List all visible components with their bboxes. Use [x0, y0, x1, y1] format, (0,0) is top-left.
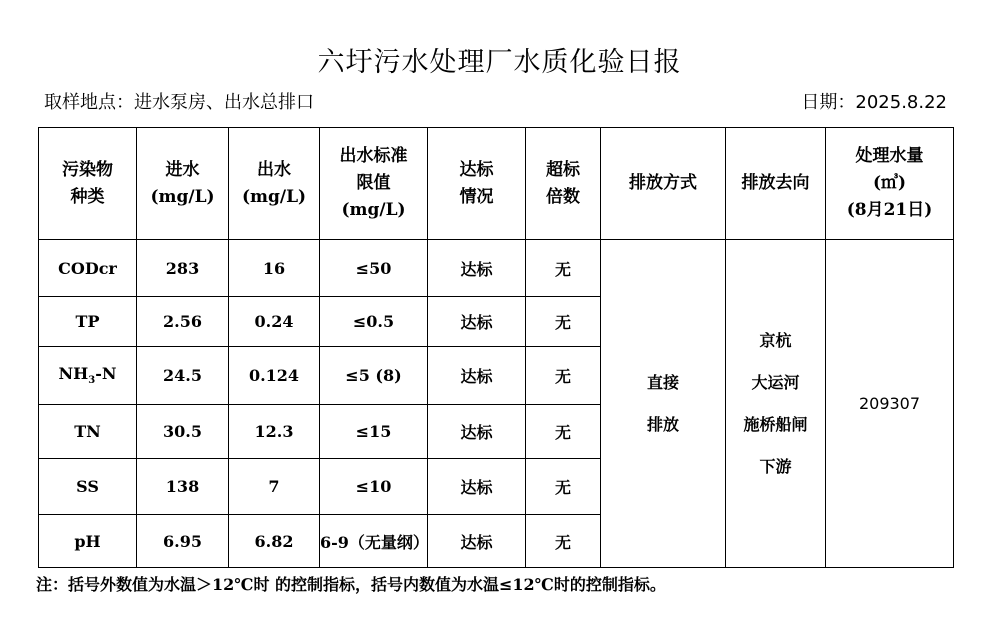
compliance-cell: 达标: [428, 297, 526, 347]
table-row: [39, 240, 954, 297]
destination-line2: 大运河: [751, 372, 800, 392]
limit-cell: ≤10: [320, 459, 428, 515]
destination-line4: 下游: [759, 456, 792, 476]
header-compliance: [428, 128, 526, 240]
limit-cell: ≤15: [320, 405, 428, 459]
pollutant-cell: [39, 347, 137, 405]
header-compliance-line1: 达标: [459, 159, 494, 180]
sampling-location: 取样地点：进水泵房、出水总排口: [44, 92, 314, 113]
influent-cell: 30.5: [137, 405, 229, 459]
compliance-cell: 达标: [428, 347, 526, 405]
effluent-cell: 0.24: [229, 297, 320, 347]
discharge-method-line2: 排放: [646, 414, 679, 434]
header-pollutant: [39, 128, 137, 240]
pollutant-cell: CODcr: [39, 240, 137, 297]
header-discharge-method: 排放方式: [601, 128, 726, 240]
volume-value: 209307: [826, 240, 954, 568]
header-volume-line2: (㎥): [872, 173, 907, 193]
exceed-cell: 无: [526, 405, 601, 459]
header-exceed-line2: 倍数: [546, 186, 580, 207]
header-limit-line2: 限值: [356, 173, 391, 193]
exceed-cell: 无: [526, 297, 601, 347]
compliance-cell: 达标: [428, 459, 526, 515]
header-volume-line3: (8月21日): [846, 200, 933, 220]
header-limit-line1: 出水标准: [339, 146, 408, 166]
pollutant-subscript: 3: [88, 375, 96, 387]
header-exceed-ratio: [526, 128, 601, 240]
header-pollutant-line1: 污染物: [62, 159, 113, 180]
header-effluent-line1: 出水: [257, 159, 291, 180]
influent-cell: 2.56: [137, 297, 229, 347]
header-limit: [320, 128, 428, 240]
influent-cell: 24.5: [137, 347, 229, 405]
effluent-cell: 12.3: [229, 405, 320, 459]
pollutant-cell: TP: [39, 297, 137, 347]
destination-line3: 施桥船闸: [743, 414, 808, 434]
header-discharge-destination: 排放去向: [726, 128, 826, 240]
effluent-cell: 6.82: [229, 515, 320, 568]
header-compliance-line2: 情况: [459, 186, 494, 207]
report-title: 六圩污水处理厂水质化验日报: [317, 47, 682, 78]
discharge-method-line1: 直接: [646, 372, 679, 392]
effluent-cell: 16: [229, 240, 320, 297]
compliance-cell: 达标: [428, 515, 526, 568]
limit-cell: ≤5 (8): [320, 347, 428, 405]
pollutant-cell: TN: [39, 405, 137, 459]
header-influent-line2: (mg/L): [150, 186, 215, 207]
pollutant-cell: pH: [39, 515, 137, 568]
pollutant-tail: -N: [95, 364, 117, 384]
influent-cell: 6.95: [137, 515, 229, 568]
water-quality-table: [38, 127, 954, 568]
header-pollutant-line2: 种类: [70, 186, 105, 207]
discharge-method-cell: [601, 240, 726, 568]
header-volume-line1: 处理水量: [855, 146, 924, 166]
destination-line1: 京杭: [759, 330, 792, 350]
pollutant-cell: SS: [39, 459, 137, 515]
influent-cell: 138: [137, 459, 229, 515]
header-limit-line3: (mg/L): [341, 200, 406, 220]
pollutant-main: NH: [58, 364, 89, 384]
exceed-cell: 无: [526, 240, 601, 297]
effluent-cell: 0.124: [229, 347, 320, 405]
exceed-cell: 无: [526, 515, 601, 568]
limit-cell: ≤0.5: [320, 297, 428, 347]
footnote: 注：括号外数值为水温＞12℃时 的控制指标，括号内数值为水温≤12℃时的控制指标。: [36, 575, 666, 594]
discharge-destination-cell: [726, 240, 826, 568]
header-volume: [826, 128, 954, 240]
limit-cell: 6-9（无量纲）: [320, 515, 428, 568]
compliance-cell: 达标: [428, 240, 526, 297]
influent-cell: 283: [137, 240, 229, 297]
header-effluent: [229, 128, 320, 240]
exceed-cell: 无: [526, 347, 601, 405]
effluent-cell: 7: [229, 459, 320, 515]
limit-cell: ≤50: [320, 240, 428, 297]
header-effluent-line2: (mg/L): [241, 186, 307, 207]
compliance-cell: 达标: [428, 405, 526, 459]
header-influent: [137, 128, 229, 240]
header-influent-line1: 进水: [165, 159, 200, 180]
header-row: [39, 128, 954, 240]
report-date: 日期：2025.8.22: [801, 92, 947, 113]
header-exceed-line1: 超标: [546, 159, 580, 180]
exceed-cell: 无: [526, 459, 601, 515]
